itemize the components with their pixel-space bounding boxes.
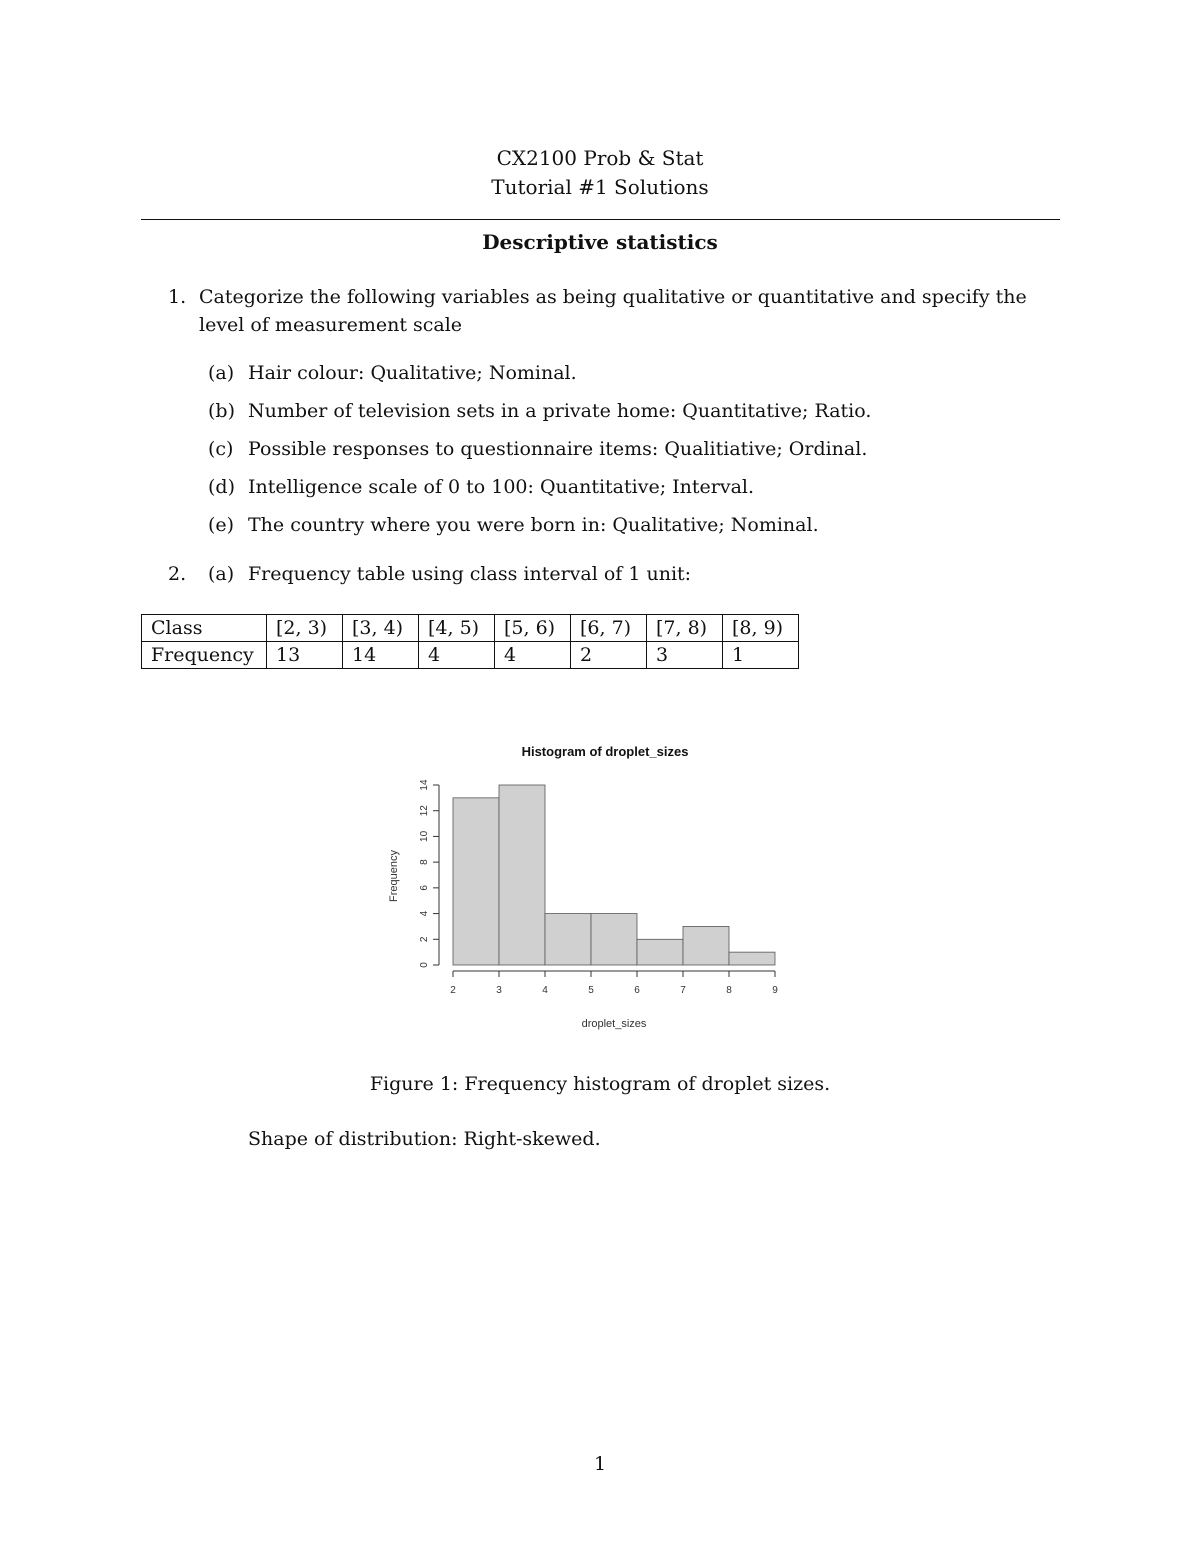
- x-tick-label: 4: [542, 985, 548, 996]
- y-axis-label: Frequency: [388, 850, 400, 902]
- y-tick-label: 6: [419, 885, 430, 891]
- class-cell: [3, 4): [343, 615, 419, 642]
- item-label: (b): [208, 400, 235, 422]
- class-cell: [2, 3): [267, 615, 343, 642]
- histogram-bar: [683, 926, 729, 965]
- histogram-chart: [370, 730, 810, 1040]
- list-item: [208, 361, 577, 385]
- y-tick-label: 2: [419, 936, 430, 943]
- histogram-bar: [545, 914, 591, 965]
- x-tick-label: 2: [450, 985, 456, 996]
- y-tick-label: 8: [419, 859, 430, 865]
- question-1-text-line1: Categorize the following variables as being qualitative or quantitative and specify the: [199, 286, 1027, 308]
- item-label: (a): [208, 362, 235, 384]
- question-1-number: 1.: [168, 286, 187, 308]
- item-text: Hair colour: Qualitative; Nominal.: [248, 362, 577, 384]
- figure-caption: Figure 1: Frequency histogram of droplet sizes.: [369, 1073, 831, 1095]
- item-text: Number of television sets in a private home: Quantitative; Ratio.: [248, 400, 872, 422]
- histogram-bar: [499, 785, 545, 965]
- question-2-number: 2.: [168, 563, 187, 585]
- x-axis-label: droplet_sizes: [581, 1018, 647, 1030]
- y-tick-label: 10: [419, 830, 430, 842]
- item-label: (e): [208, 514, 235, 536]
- frequency-cell: 14: [343, 642, 419, 669]
- table-row: [142, 642, 799, 669]
- histogram-bar: [637, 939, 683, 965]
- y-tick-label: 14: [419, 779, 430, 791]
- frequency-cell: 1: [723, 642, 799, 669]
- row-header-class: Class: [142, 615, 267, 642]
- x-tick-label: 9: [772, 985, 778, 996]
- x-tick-label: 6: [634, 985, 640, 996]
- histogram-bar: [453, 798, 499, 965]
- question-2-part: [208, 562, 691, 586]
- x-tick-label: 7: [680, 985, 686, 996]
- section-title: Descriptive statistics: [482, 230, 718, 254]
- part-label: (a): [208, 563, 235, 585]
- frequency-cell: 4: [419, 642, 495, 669]
- frequency-cell: 4: [495, 642, 571, 669]
- question-1-text-line2: level of measurement scale: [199, 314, 463, 336]
- list-item: [208, 437, 867, 461]
- list-item: [208, 475, 754, 499]
- table-row: [142, 615, 799, 642]
- class-cell: [4, 5): [419, 615, 495, 642]
- frequency-cell: 13: [267, 642, 343, 669]
- x-tick-label: 8: [726, 985, 732, 996]
- class-cell: [5, 6): [495, 615, 571, 642]
- part-text: Frequency table using class interval of 1 unit:: [248, 563, 692, 585]
- histogram-bar: [591, 914, 637, 965]
- histogram-bar: [729, 952, 775, 965]
- class-cell: [7, 8): [647, 615, 723, 642]
- item-text: The country where you were born in: Qualitative; Nominal.: [248, 514, 819, 536]
- item-label: (d): [208, 476, 235, 498]
- frequency-cell: 2: [571, 642, 647, 669]
- x-tick-label: 3: [496, 985, 502, 996]
- y-tick-label: 4: [419, 910, 430, 917]
- frequency-table: [141, 614, 799, 669]
- item-text: Intelligence scale of 0 to 100: Quantitative; Interval.: [248, 476, 755, 498]
- document-subtitle: Tutorial #1 Solutions: [491, 175, 709, 199]
- distribution-shape: Shape of distribution: Right-skewed.: [248, 1128, 601, 1150]
- page-number: 1: [593, 1453, 607, 1475]
- y-tick-label: 0: [419, 962, 430, 968]
- frequency-cell: 3: [647, 642, 723, 669]
- item-text: Possible responses to questionnaire items: Qualitiative; Ordinal.: [248, 438, 868, 460]
- list-item: [208, 399, 871, 423]
- class-cell: [8, 9): [723, 615, 799, 642]
- chart-title: Histogram of droplet_sizes: [521, 744, 689, 759]
- bars-layer: [453, 785, 775, 965]
- class-cell: [6, 7): [571, 615, 647, 642]
- course-title: CX2100 Prob & Stat: [496, 146, 704, 170]
- item-label: (c): [208, 438, 234, 460]
- list-item: [208, 513, 819, 537]
- x-tick-label: 5: [588, 985, 594, 996]
- header-divider: [141, 219, 1060, 220]
- row-header-frequency: Frequency: [142, 642, 267, 669]
- y-tick-label: 12: [419, 805, 430, 817]
